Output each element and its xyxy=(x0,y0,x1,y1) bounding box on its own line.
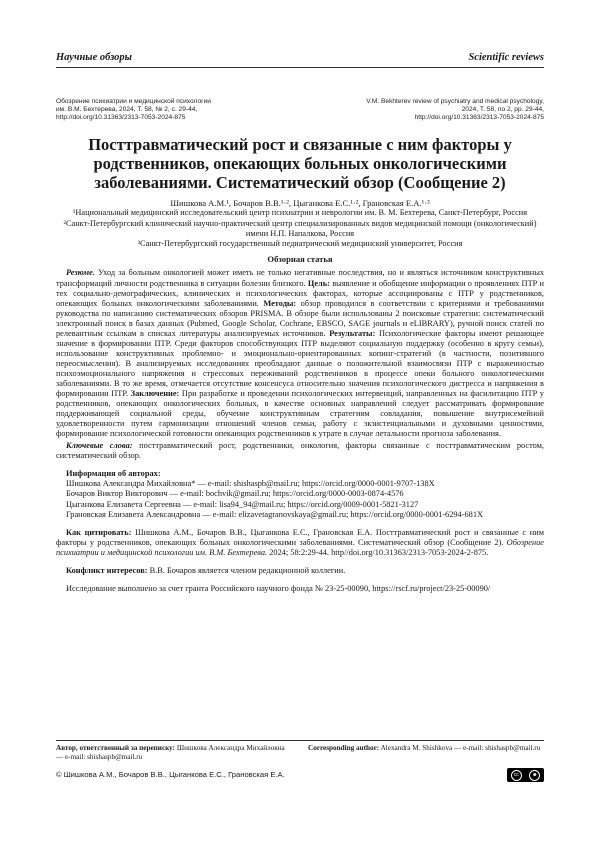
affiliation: ¹Национальный медицинский исследовательский центр психиатрии и неврологии им. В. М. Бехтерева, Санкт-Петербург, Россия xyxy=(72,208,528,218)
summary-label: Резюме. xyxy=(66,268,95,278)
author-info-line: Грановская Елизавета Александровна — e-mail: elizavetagranovskaya@gmail.ru; https://orcid.org/0000-0001-6294-681X xyxy=(66,509,484,519)
journal-ru-doi[interactable]: http://doi.org/10.31363/2313-7053-2024-875 xyxy=(56,114,186,121)
methods-text: обзор проводился в соответствии с критериями и требованиями руководства по написанию систематических обзоров PRISMA. В обзоре были использованы 2 поисковые стратегии: систематический электронный поиск в базах данных (Pubmed, Google Scholar, Cochrane, EBSCO, SAGE journals и eLIBRARY), ручной поиск статей по релевантным ссылкам в списках литературы анализируемых источников. xyxy=(56,298,545,338)
author-info-line: Бочаров Виктор Викторович — e-mail: bochvik@gmail.ru; https://orcid.org/0000-0003-0874-4576 xyxy=(66,489,404,499)
journal-en-doi[interactable]: http://doi.org/10.31363/2313-7053-2024-875 xyxy=(414,114,544,121)
results-text: Психологические факторы имеют решающее значение в формировании ПТР. Среди факторов способствующих ПТР выделяют социальную поддержку (особенно в кругу семьи), использование конструктивных проблемно- и эмоционально-ориентированных копинг-стратегий (в частности, позитивного переосмысления). В анализируемых исследованиях преобладают данные о положительной взаимосвязи ПТР с выраженностью психоэмоционального напряжения и стрессовых переживаний родственников в процессе опеки больного онкологическими заболеваниями. В то же время, отмечается отсутствие консенсуса относительно значения психологического дистресса и напряжения в формировании ПТР. xyxy=(56,328,545,399)
funding: Исследование выполнено за счет гранта Российского научного фонда № 23-25-00090, https://rscf.ru/project/23-25-00090/ xyxy=(66,583,491,593)
methods-label: Методы: xyxy=(263,298,297,308)
authors-info-title: Информация об авторах: xyxy=(66,469,161,479)
section-label: Научные обзоры xyxy=(56,52,132,63)
conclusion-label: Заключение: xyxy=(130,389,180,399)
correspondence-en-label: Corresponding author: xyxy=(308,744,380,752)
conflict-text: В.В. Бочаров является членом редакционной коллегии. xyxy=(149,565,346,575)
person-icon: ☻ xyxy=(529,770,540,781)
journal-ru xyxy=(56,98,271,122)
journal-en-line: V.M. Bekhterev review of psychiatry and medical psychology, xyxy=(366,98,544,105)
authors-info xyxy=(56,469,544,519)
affiliation: ³Санкт-Петербургский государственный педиатрический медицинский университет, Россия xyxy=(137,239,463,249)
keywords xyxy=(56,441,544,461)
journal-en-line: 2024, T. 58, no 2, pp. 29-44, xyxy=(461,106,544,113)
author-list: Шишкова А.М.¹, Бочаров В.В.¹·², Цыганкова Е.С.¹·², Грановская Е.А.¹·³ xyxy=(170,198,430,208)
conflict-of-interest xyxy=(56,566,544,576)
correspondence-ru-text: Шишкова Александра Михайловна — e-mail: shishaspb@mail.ru xyxy=(56,744,285,761)
correspondence xyxy=(56,740,544,762)
goal-label: Цель: xyxy=(307,278,330,288)
citation-tail: 2024; 58:2:29-44. http//doi.org/10.31363/2313-7053-2024-2-875. xyxy=(269,547,489,557)
article-title: Посттравматический рост и связанные с ним факторы у родственников, опекающих больных онкологическими заболеваниями. Систематический обзор (Сообщение 2) xyxy=(88,135,512,192)
affiliation: ²Санкт-Петербургский клинический научно-практический центр специализированных видов медицинской помощи (онкологический) имени Н.П. Напалкова, Россия xyxy=(63,218,537,238)
journal-ru-line: Обозрение психиатрии и медицинской психологии xyxy=(56,98,211,105)
goal-text: выявление и обобщение информации о проявлениях ПТР и тех социально-демографических, клинических и психологических факторах, которые ассоциированы с ПТР у родственников, опекающих больных онкологическими заболеваниями. xyxy=(56,278,545,308)
copyright: © Шишкова А.М., Бочаров В.В., Цыганкова Е.С., Грановская Е.А. xyxy=(56,770,285,779)
correspondence-ru-label: Автор, ответственный за переписку: xyxy=(56,744,176,752)
page xyxy=(56,52,544,594)
correspondence-en-text: Alexandra M. Shishkova — e-mail: shishaspb@mail.ru xyxy=(380,744,541,752)
cc-icon: cc xyxy=(511,770,522,781)
section-label-en: Scientific reviews xyxy=(468,52,544,63)
journal-ru-line: им. В.М. Бехтерева, 2024, Т. 58, № 2, с. 29-44, xyxy=(56,106,198,113)
journal-en xyxy=(329,98,544,122)
author-info-line: Шишкова Александра Михайловна* — e-mail: shishaspb@mail.ru; https://orcid.org/0000-0001-9707-138X xyxy=(66,479,435,489)
journal-info xyxy=(56,98,544,122)
citation xyxy=(56,528,544,558)
conflict-label: Конфликт интересов: xyxy=(66,565,148,575)
cc-by-license-icon[interactable] xyxy=(507,768,544,782)
running-header xyxy=(56,52,544,68)
citation-text: Шишкова А.М., Бочаров В.В., Цыганкова Е.С., Грановская Е.А. Посттравматический рост и связанные с ним факторы у родственников, опекающих больных онкологическими заболеваниями. Систематический обзор (Сообщение 2). xyxy=(56,527,544,547)
abstract xyxy=(56,268,544,439)
conclusion-text: При разработке и проведении психологических интервенций, направленных на фасилитацию ПТР у родственников, опекающих онкологических больных, в качестве основных направлений следует рассматривать формирование поддерживающей социальной среды, обучение конструктивным стратегиям совладания, повышение внутрисемейной удовлетворенности путем гармонизации отношений членов семьи, работу с экзистенциальными и духовными ценностями, формирование психологической готовности опекающих родственников к утрате в случае летальности прогноза заболевания. xyxy=(56,389,544,439)
author-info-line: Цыганкова Елизавета Сергеевна — e-mail: lisa94_94@mail.ru; https://orcid.org/0009-0001-5821-3127 xyxy=(66,499,419,509)
keywords-text: посттравматический рост, родственники, онкология, факторы связанные с посттравматическим ростом, систематический обзор. xyxy=(56,441,544,461)
summary-text: Уход за больным онкологией может иметь не только негативные последствия, но и являться источником конструктивных трансформаций личности родственника в ситуации болезни близкого. xyxy=(56,268,544,288)
citation-label: Как цитировать: xyxy=(66,527,132,537)
correspondence-ru xyxy=(56,744,292,762)
citation-journal: Обозрение психиатрии и медицинской психологии им. В.М. Бехтерева. xyxy=(56,537,544,557)
keywords-label: Ключевые слова: xyxy=(66,441,133,451)
article-type: Обзорная статья xyxy=(267,254,333,265)
results-label: Результаты: xyxy=(329,328,376,338)
correspondence-en xyxy=(308,744,544,762)
